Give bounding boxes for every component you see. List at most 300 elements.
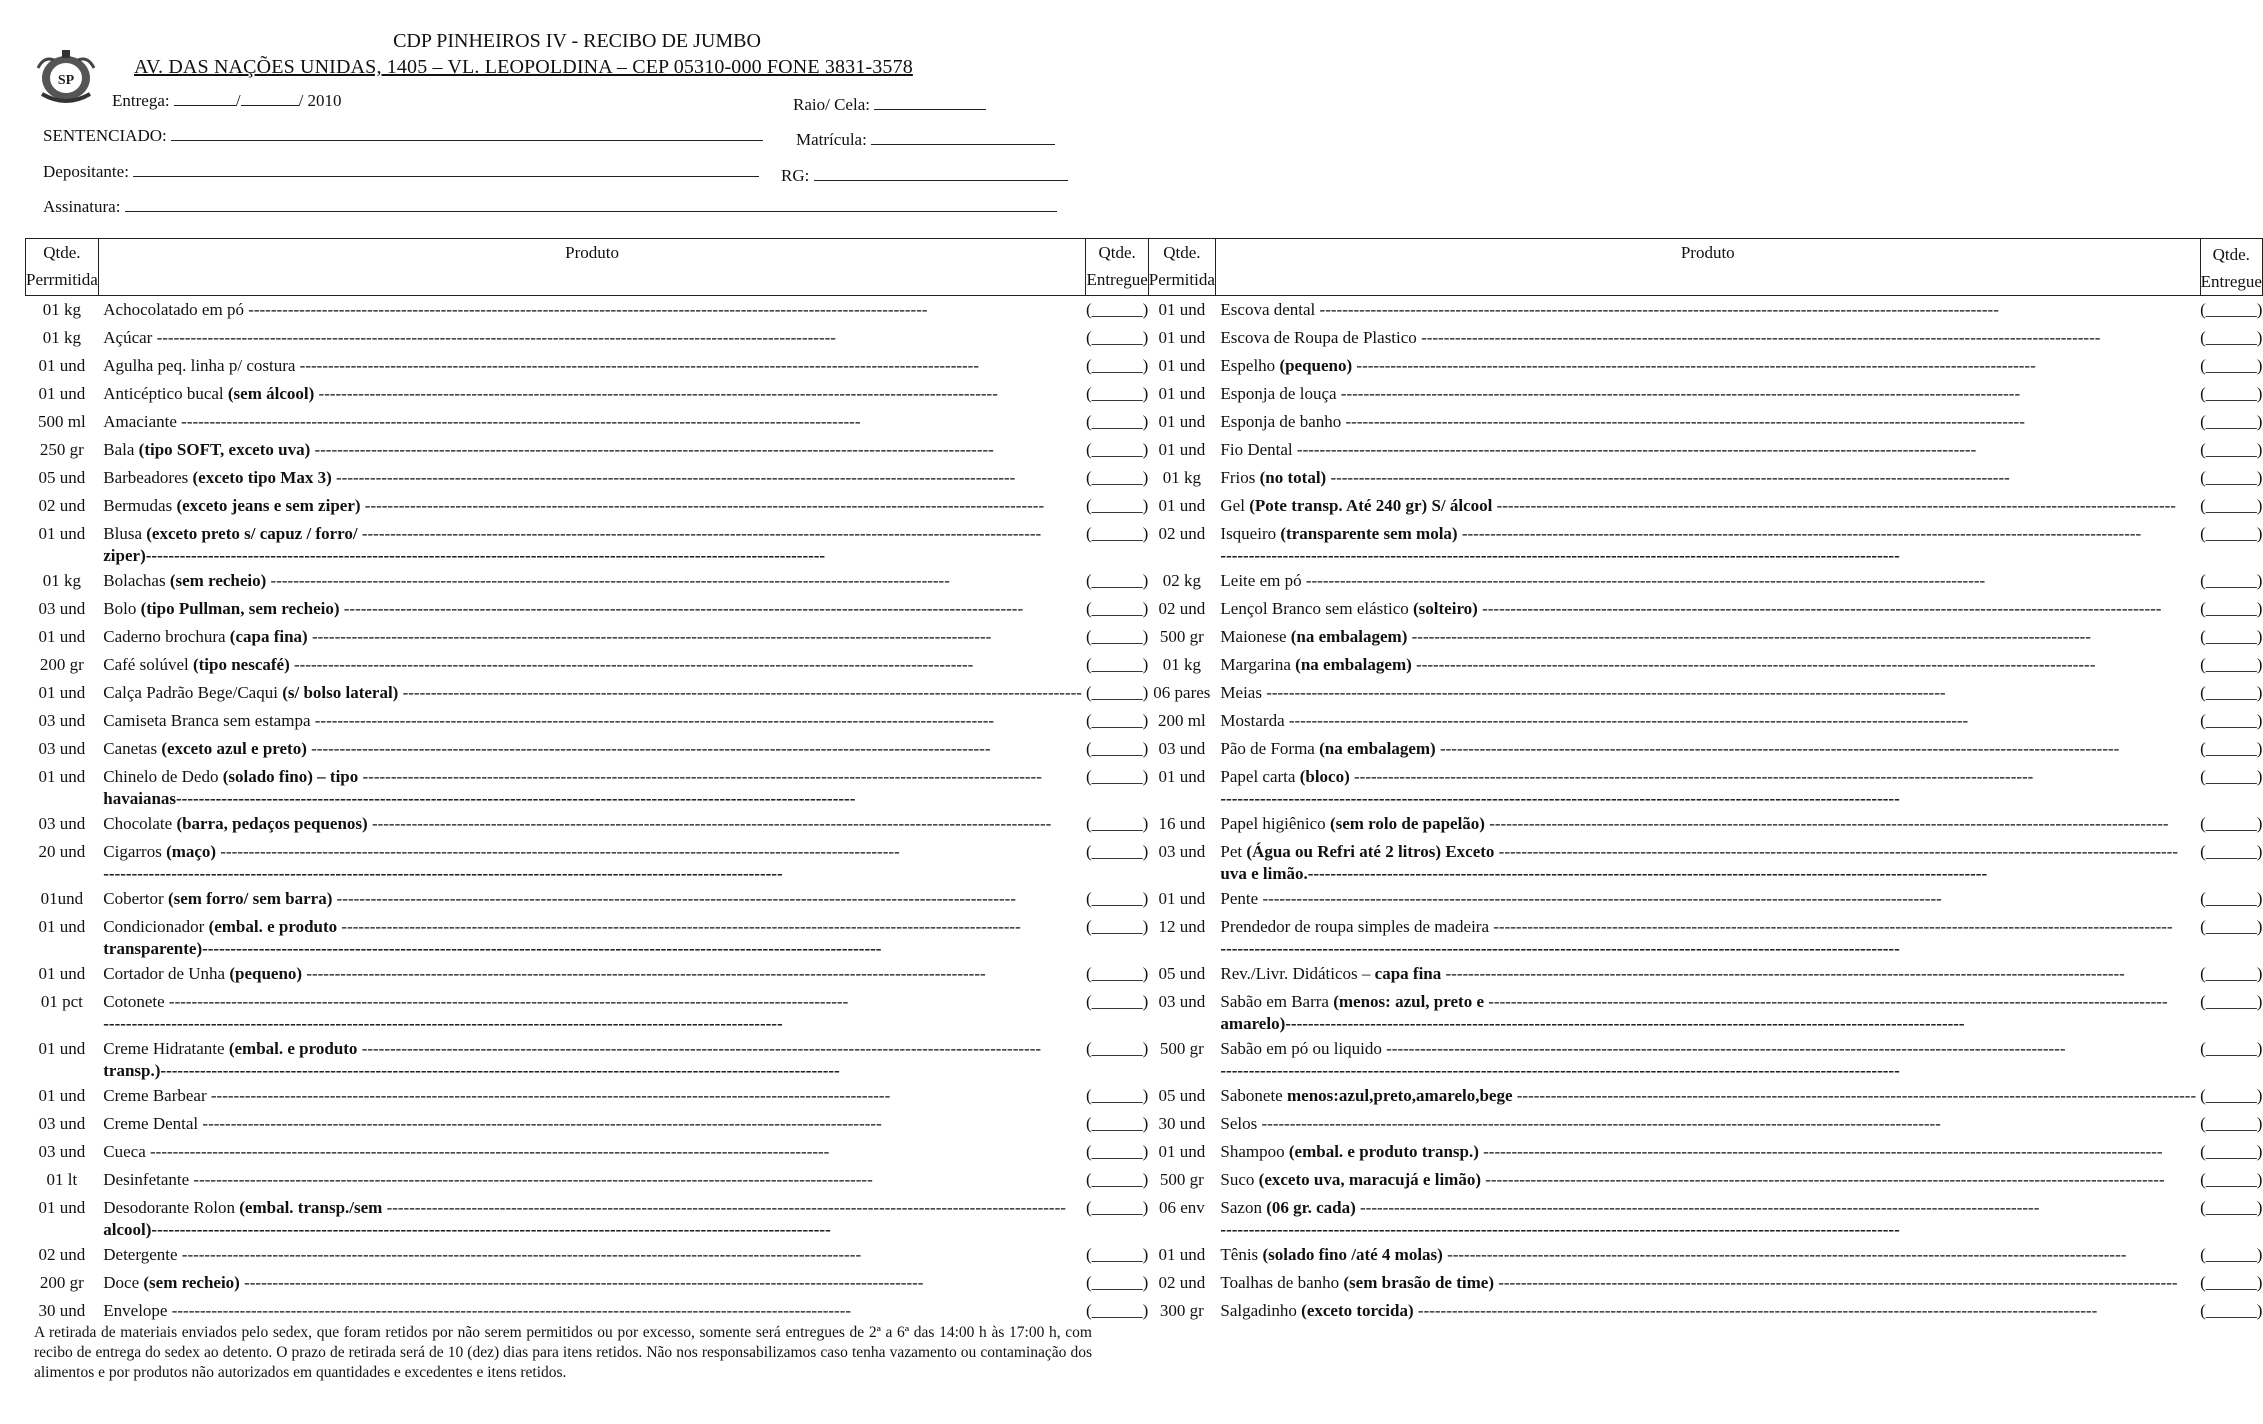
right-product-name: Esponja de banho	[1220, 411, 1342, 431]
right-qtde-permitida: 01 und	[1158, 766, 1206, 786]
left-qtde-permitida: 02 und	[38, 495, 86, 515]
right-qtde-entregue-blank[interactable]: (______)	[2200, 710, 2263, 730]
left-product-cell	[98, 1110, 1086, 1138]
left-product-cell	[98, 960, 1086, 988]
sentenciado-label: SENTENCIADO:	[43, 126, 167, 145]
left-qtde-entregue-blank[interactable]: (______)	[1085, 841, 1149, 861]
left-product-name: Cueca	[103, 1141, 146, 1161]
left-product-cell	[98, 436, 1086, 464]
left-qtde-entregue-blank[interactable]: (______)	[1085, 300, 1149, 319]
right-qtde-permitida: 03 und	[1158, 738, 1206, 758]
left-product-restriction: (sem recheio)	[169, 570, 267, 590]
left-product-cell	[98, 296, 1086, 324]
left-qtde-entregue-blank[interactable]: (______)	[1085, 963, 1149, 983]
right-qtde-permitida: 01 kg	[1162, 654, 1201, 674]
right-qtde-permitida: 16 und	[1158, 813, 1206, 833]
left-product-name: Caderno brochura	[103, 626, 226, 646]
left-product-cell	[98, 1082, 1086, 1110]
assinatura-label: Assinatura:	[43, 197, 121, 216]
left-product-restriction: (exceto tipo Max 3)	[192, 467, 332, 487]
right-product-continuation	[1220, 545, 2196, 567]
table-row	[26, 296, 2263, 324]
assinatura-line[interactable]	[125, 197, 1057, 212]
right-product-cell	[1215, 1166, 2200, 1194]
left-qtde-entregue-blank[interactable]: (______)	[1085, 888, 1149, 908]
left-qtde-entregue-blank[interactable]: (______)	[1085, 916, 1149, 936]
left-product-continuation	[103, 1013, 1082, 1035]
table-row	[26, 595, 2263, 623]
left-qtde-permitida: 01 lt	[46, 1169, 78, 1189]
entrega-year: / 2010	[298, 91, 342, 110]
right-qtde-entregue-blank[interactable]: (______)	[2200, 991, 2263, 1011]
rg-label: RG:	[781, 166, 810, 185]
right-product-continuation	[1220, 1219, 2196, 1241]
right-product-cell	[1215, 1082, 2200, 1110]
right-product-restriction: (Pote transp. Até 240 gr) S/ álcool	[1249, 495, 1493, 515]
right-qtde-entregue-blank[interactable]: (______)	[2200, 682, 2263, 702]
right-product-cell	[1215, 1241, 2200, 1269]
left-product-restriction: (s/ bolso lateral)	[282, 682, 399, 702]
left-product-restriction: (sem recheio)	[143, 1272, 240, 1292]
left-product-name: Cotonete	[103, 991, 165, 1011]
right-qtde-entregue-blank[interactable]: (______)	[2200, 383, 2263, 403]
table-row	[26, 352, 2263, 380]
entrega-label: Entrega:	[112, 91, 170, 110]
left-qtde-entregue-blank[interactable]: (______)	[1085, 1300, 1149, 1320]
right-qtde-permitida: 01 kg	[1162, 467, 1201, 487]
left-product-cell	[98, 885, 1086, 913]
left-product-cell	[98, 1035, 1086, 1082]
entrega-day-line[interactable]	[174, 91, 236, 106]
left-product-cell	[98, 408, 1086, 436]
raio-field[interactable]	[793, 95, 986, 115]
left-product-continuation: havaianas -----	[103, 788, 1082, 810]
left-product-name: Café solúvel	[103, 654, 189, 674]
right-qtde-entregue-blank[interactable]: (______)	[2200, 598, 2263, 618]
right-qtde-permitida: 01 und	[1158, 327, 1206, 347]
right-product-name: Sabonete	[1220, 1085, 1283, 1105]
right-product-name: Toalhas de banho	[1220, 1272, 1340, 1292]
left-qtde-permitida: 01 und	[38, 916, 86, 936]
left-product-restriction: (exceto jeans e sem ziper)	[176, 495, 361, 515]
table-row	[26, 520, 2263, 567]
right-qtde-permitida: 02 kg	[1162, 570, 1201, 590]
right-qtde-entregue-blank[interactable]: (______)	[2200, 1197, 2263, 1217]
table-row	[26, 408, 2263, 436]
rg-field[interactable]	[781, 166, 1068, 186]
right-qtde-permitida: 01 und	[1158, 439, 1206, 459]
left-product-cell	[98, 651, 1086, 679]
product-table	[25, 238, 2263, 1325]
left-product-cell	[98, 763, 1086, 810]
left-qtde-permitida: 500 ml	[38, 411, 86, 431]
left-qtde-entregue-blank[interactable]: (______)	[1085, 654, 1149, 674]
left-product-restriction: (exceto azul e preto)	[161, 738, 307, 758]
right-qtde-permitida: 300 gr	[1159, 1300, 1204, 1320]
header-qtde-permitida-right: Qtde. Permitida	[1148, 239, 1215, 296]
table-row	[26, 1138, 2263, 1166]
table-row	[26, 380, 2263, 408]
right-qtde-entregue-blank[interactable]: (______)	[2200, 1141, 2263, 1161]
right-product-name: Salgadinho	[1220, 1300, 1297, 1320]
left-product-restriction: (embal. transp./sem	[239, 1197, 383, 1217]
right-qtde-entregue-blank[interactable]: (______)	[2200, 1085, 2263, 1105]
right-product-cell	[1215, 763, 2200, 810]
right-product-restriction: (embal. e produto transp.)	[1288, 1141, 1479, 1161]
right-product-name: Sabão em Barra	[1220, 991, 1329, 1011]
right-product-name: Pente	[1220, 888, 1259, 908]
left-product-restriction: (maço)	[166, 841, 217, 861]
footer-notice: A retirada de materiais enviados pelo sedex, que foram retidos por não serem permitidos ou por excesso, somente será entregues de 2ª a 6ª das 14:00 h às 17:00 h, com recibo de entrega do sedex ao detento. O prazo de retirada será de 10 (dez) dias para itens retidos. Não nos responsabilizamos caso tenha vazamento ou contaminação dos alimentos e por produtos não autorizados em quantidades e excedentes e itens retidos.	[34, 1324, 1092, 1381]
right-qtde-entregue-blank[interactable]: (______)	[2200, 300, 2263, 319]
right-qtde-entregue-blank[interactable]: (______)	[2200, 916, 2263, 936]
right-product-cell	[1215, 679, 2200, 707]
left-qtde-entregue-blank[interactable]: (______)	[1085, 523, 1149, 543]
right-qtde-permitida: 05 und	[1158, 1085, 1206, 1105]
right-product-name: Margarina	[1220, 654, 1291, 674]
left-product-name: Bala	[103, 439, 135, 459]
left-qtde-entregue-blank[interactable]: (______)	[1085, 813, 1149, 833]
left-product-name: Cigarros	[103, 841, 162, 861]
right-product-restriction: (transparente sem mola)	[1280, 523, 1458, 543]
raio-line[interactable]	[874, 95, 986, 110]
table-row	[26, 810, 2263, 838]
left-product-name: Chocolate	[103, 813, 173, 833]
left-qtde-entregue-blank[interactable]: (______)	[1085, 1038, 1149, 1058]
left-product-name: Cobertor	[103, 888, 164, 908]
table-row	[26, 679, 2263, 707]
right-product-cell	[1215, 838, 2200, 885]
left-product-continuation	[103, 863, 1082, 885]
right-qtde-entregue-blank[interactable]: (______)	[2200, 523, 2263, 543]
left-qtde-entregue-blank[interactable]: (______)	[1085, 598, 1149, 618]
right-qtde-entregue-blank[interactable]: (______)	[2200, 813, 2263, 833]
header-qtde-permitida: Qtde. Perrmitida	[26, 239, 99, 296]
right-product-name: Mostarda	[1220, 710, 1285, 730]
right-qtde-entregue-blank[interactable]: (______)	[2200, 1244, 2263, 1264]
table-row	[26, 1241, 2263, 1269]
entrega-month-line[interactable]	[241, 91, 299, 106]
left-product-restriction: (exceto preto s/ capuz / forro/	[146, 523, 358, 543]
left-product-name: Amaciante	[103, 411, 177, 431]
table-row	[26, 1110, 2263, 1138]
right-product-name: Suco	[1220, 1169, 1255, 1189]
entrega-sep: /	[235, 91, 241, 110]
left-qtde-permitida: 01und	[40, 888, 84, 908]
right-qtde-entregue-blank[interactable]: (______)	[2200, 766, 2263, 786]
right-product-name: Tênis	[1220, 1244, 1259, 1264]
left-product-name: Calça Padrão Bege/Caqui	[103, 682, 278, 702]
left-qtde-permitida: 03 und	[38, 598, 86, 618]
table-row	[26, 735, 2263, 763]
header-produto: Produto	[98, 239, 1086, 296]
right-product-name: Frios	[1220, 467, 1256, 487]
right-qtde-permitida: 02 und	[1158, 598, 1206, 618]
left-qtde-permitida: 01 und	[38, 766, 86, 786]
left-product-name: Desinfetante	[103, 1169, 190, 1189]
left-product-cell	[98, 1241, 1086, 1269]
right-product-restriction: (sem brasão de time)	[1343, 1272, 1494, 1292]
right-qtde-entregue-blank[interactable]: (______)	[2200, 327, 2263, 347]
left-qtde-permitida: 200 gr	[39, 654, 84, 674]
right-product-name: Prendedor de roupa simples de madeira	[1220, 916, 1490, 936]
left-qtde-entregue-blank[interactable]: (______)	[1085, 383, 1149, 403]
right-product-name: Fio Dental	[1220, 439, 1293, 459]
left-qtde-permitida: 03 und	[38, 710, 86, 730]
table-row	[26, 623, 2263, 651]
right-product-cell	[1215, 296, 2200, 324]
right-product-continuation: amarelo) -----	[1220, 1013, 2196, 1035]
left-qtde-permitida: 01 und	[38, 682, 86, 702]
right-product-name: Pet	[1220, 841, 1243, 861]
right-qtde-entregue-blank[interactable]: (______)	[2200, 467, 2263, 487]
right-product-name: Meias	[1220, 682, 1262, 702]
right-product-restriction: (na embalagem)	[1290, 626, 1408, 646]
left-qtde-permitida: 01 und	[38, 1197, 86, 1217]
left-product-cell	[98, 567, 1086, 595]
right-qtde-permitida: 02 und	[1158, 523, 1206, 543]
table-row	[26, 1194, 2263, 1241]
right-qtde-entregue-blank[interactable]: (______)	[2200, 495, 2263, 515]
left-product-restriction: (tipo Pullman, sem recheio)	[140, 598, 340, 618]
left-qtde-entregue-blank[interactable]: (______)	[1085, 1085, 1149, 1105]
left-product-cell	[98, 1269, 1086, 1297]
right-qtde-entregue-blank[interactable]: (______)	[2200, 1038, 2263, 1058]
right-product-cell	[1215, 520, 2200, 567]
table-row	[26, 1269, 2263, 1297]
left-qtde-entregue-blank[interactable]: (______)	[1085, 766, 1149, 786]
right-qtde-permitida: 01 und	[1158, 1141, 1206, 1161]
header-produto-right: Produto	[1215, 239, 2200, 296]
sentenciado-field[interactable]	[43, 126, 763, 146]
left-product-cell	[98, 913, 1086, 960]
right-product-cell	[1215, 623, 2200, 651]
left-product-restriction: (sem álcool)	[227, 383, 315, 403]
left-qtde-entregue-blank[interactable]: (______)	[1085, 411, 1149, 431]
left-product-cell	[98, 1194, 1086, 1241]
right-qtde-permitida: 01 und	[1158, 888, 1206, 908]
left-qtde-entregue-blank[interactable]: (______)	[1085, 738, 1149, 758]
right-product-cell	[1215, 1110, 2200, 1138]
right-product-name: Escova de Roupa de Plastico	[1220, 327, 1417, 347]
right-product-name: Escova dental	[1220, 300, 1316, 319]
right-product-restriction: (06 gr. cada)	[1266, 1197, 1356, 1217]
right-product-cell	[1215, 810, 2200, 838]
right-product-name: Lençol Branco sem elástico	[1220, 598, 1409, 618]
right-product-name: Pão de Forma	[1220, 738, 1315, 758]
right-product-cell	[1215, 1297, 2200, 1325]
left-qtde-permitida: 01 und	[38, 1085, 86, 1105]
right-product-name: Sazon	[1220, 1197, 1262, 1217]
left-product-cell	[98, 324, 1086, 352]
header-qtde-entregue: Qtde. Entregue	[1086, 239, 1148, 296]
left-qtde-entregue-blank[interactable]: (______)	[1085, 991, 1149, 1011]
table-row	[26, 1166, 2263, 1194]
left-product-name: Envelope	[103, 1300, 168, 1320]
right-qtde-entregue-blank[interactable]: (______)	[2200, 1300, 2263, 1320]
left-product-name: Detergente	[103, 1244, 178, 1264]
table-row	[26, 707, 2263, 735]
left-product-name: Bermudas	[103, 495, 173, 515]
table-row	[26, 464, 2263, 492]
left-qtde-entregue-blank[interactable]: (______)	[1085, 1272, 1149, 1292]
left-product-restriction: (barra, pedaços pequenos)	[176, 813, 368, 833]
right-qtde-permitida: 500 gr	[1159, 1169, 1204, 1189]
left-product-name: Achocolatado em pó	[103, 300, 244, 319]
right-product-restriction: (na embalagem)	[1295, 654, 1412, 674]
right-qtde-permitida: 12 und	[1158, 916, 1206, 936]
left-qtde-entregue-blank[interactable]: (______)	[1085, 1113, 1149, 1133]
right-product-cell	[1215, 1138, 2200, 1166]
table-header-row	[26, 239, 2263, 296]
right-product-name: Sabão em pó ou liquido	[1220, 1038, 1382, 1058]
right-qtde-permitida: 06 pares	[1153, 682, 1211, 702]
seal-text: SP	[57, 73, 75, 88]
matricula-field[interactable]	[796, 130, 1055, 150]
left-product-cell	[98, 679, 1086, 707]
right-product-name: Papel carta	[1220, 766, 1296, 786]
right-product-cell	[1215, 1194, 2200, 1241]
table-row	[26, 1035, 2263, 1082]
right-product-cell	[1215, 651, 2200, 679]
left-product-name: Creme Dental	[103, 1113, 199, 1133]
table-row	[26, 838, 2263, 885]
right-qtde-entregue-blank[interactable]: (______)	[2200, 570, 2263, 590]
table-row	[26, 960, 2263, 988]
left-product-name: Doce	[103, 1272, 140, 1292]
entrega-field[interactable]	[112, 91, 342, 111]
right-qtde-permitida: 05 und	[1158, 963, 1206, 983]
right-product-cell	[1215, 707, 2200, 735]
right-product-cell	[1215, 1269, 2200, 1297]
right-qtde-entregue-blank[interactable]: (______)	[2200, 738, 2263, 758]
right-product-name: Leite em pó	[1220, 570, 1302, 590]
left-qtde-permitida: 01 und	[38, 626, 86, 646]
table-row	[26, 567, 2263, 595]
right-qtde-entregue-blank[interactable]: (______)	[2200, 439, 2263, 459]
left-qtde-entregue-blank[interactable]: (______)	[1085, 495, 1149, 515]
right-qtde-entregue-blank[interactable]: (______)	[2200, 355, 2263, 375]
table-row	[26, 651, 2263, 679]
right-qtde-permitida: 01 und	[1158, 355, 1206, 375]
left-qtde-entregue-blank[interactable]: (______)	[1085, 467, 1149, 487]
left-qtde-entregue-blank[interactable]: (______)	[1085, 570, 1149, 590]
right-product-restriction: (exceto torcida)	[1301, 1300, 1414, 1320]
right-qtde-entregue-blank[interactable]: (______)	[2200, 1169, 2263, 1189]
right-product-name: Rev./Livr. Didáticos –	[1220, 963, 1371, 983]
right-product-continuation	[1220, 938, 2196, 960]
left-qtde-permitida: 01 und	[38, 963, 86, 983]
left-qtde-permitida: 01 und	[38, 1038, 86, 1058]
left-qtde-entregue-blank[interactable]: (______)	[1085, 1244, 1149, 1264]
right-qtde-permitida: 01 und	[1158, 411, 1206, 431]
right-product-restriction: (menos: azul, preto e	[1333, 991, 1485, 1011]
left-qtde-entregue-blank[interactable]: (______)	[1085, 626, 1149, 646]
right-product-cell	[1215, 1035, 2200, 1082]
left-qtde-entregue-blank[interactable]: (______)	[1085, 1169, 1149, 1189]
right-product-restriction: (na embalagem)	[1319, 738, 1436, 758]
left-qtde-permitida: 01 pct	[40, 991, 83, 1011]
right-qtde-entregue-blank[interactable]: (______)	[2200, 1113, 2263, 1133]
right-qtde-permitida: 01 und	[1158, 495, 1206, 515]
left-product-cell	[98, 988, 1086, 1035]
left-qtde-permitida: 01 kg	[42, 570, 81, 590]
left-product-continuation: transp.) -----	[103, 1060, 1082, 1082]
left-product-cell	[98, 352, 1086, 380]
right-product-name: Isqueiro	[1220, 523, 1277, 543]
header-qtde-entregue-right: Qtde. Entregue	[2200, 239, 2262, 296]
right-product-name: Esponja de louça	[1220, 383, 1337, 403]
left-qtde-entregue-blank[interactable]: (______)	[1085, 682, 1149, 702]
right-qtde-entregue-blank[interactable]: (______)	[2200, 1272, 2263, 1292]
left-product-name: Creme Barbear	[103, 1085, 207, 1105]
sentenciado-line[interactable]	[171, 126, 763, 141]
left-qtde-entregue-blank[interactable]: (______)	[1085, 1141, 1149, 1161]
matricula-line[interactable]	[871, 130, 1055, 145]
left-product-cell	[98, 810, 1086, 838]
depositante-line[interactable]	[133, 162, 759, 177]
rg-line[interactable]	[814, 166, 1068, 181]
table-row	[26, 324, 2263, 352]
table-row	[26, 436, 2263, 464]
right-product-cell	[1215, 408, 2200, 436]
left-product-cell	[98, 595, 1086, 623]
left-product-restriction: (sem forro/ sem barra)	[167, 888, 333, 908]
table-row	[26, 492, 2263, 520]
right-qtde-entregue-blank[interactable]: (______)	[2200, 626, 2263, 646]
left-product-continuation: ziper) -----	[103, 545, 1082, 567]
right-qtde-entregue-blank[interactable]: (______)	[2200, 411, 2263, 431]
right-product-restriction: (bloco)	[1299, 766, 1350, 786]
right-qtde-entregue-blank[interactable]: (______)	[2200, 841, 2263, 861]
right-product-name: Selos	[1220, 1113, 1258, 1133]
left-product-cell	[98, 838, 1086, 885]
matricula-label: Matrícula:	[796, 130, 867, 149]
right-product-restriction: (Água ou Refri até 2 litros) Exceto	[1246, 841, 1495, 861]
right-qtde-entregue-blank[interactable]: (______)	[2200, 888, 2263, 908]
left-product-cell	[98, 707, 1086, 735]
right-product-cell	[1215, 324, 2200, 352]
left-qtde-entregue-blank[interactable]: (______)	[1085, 355, 1149, 375]
right-product-name: Shampoo	[1220, 1141, 1285, 1161]
right-qtde-permitida: 01 und	[1158, 300, 1206, 319]
left-qtde-entregue-blank[interactable]: (______)	[1085, 327, 1149, 347]
left-qtde-entregue-blank[interactable]: (______)	[1085, 1197, 1149, 1217]
left-product-restriction: (embal. e produto	[228, 1038, 358, 1058]
right-product-cell	[1215, 885, 2200, 913]
right-qtde-entregue-blank[interactable]: (______)	[2200, 654, 2263, 674]
right-product-cell	[1215, 352, 2200, 380]
table-row	[26, 1082, 2263, 1110]
left-qtde-entregue-blank[interactable]: (______)	[1085, 710, 1149, 730]
assinatura-field[interactable]	[43, 197, 1057, 217]
left-qtde-entregue-blank[interactable]: (______)	[1085, 439, 1149, 459]
right-qtde-permitida: 06 env	[1158, 1197, 1205, 1217]
right-product-restriction: (no total)	[1259, 467, 1327, 487]
right-qtde-permitida: 30 und	[1158, 1113, 1206, 1133]
left-qtde-permitida: 02 und	[38, 1244, 86, 1264]
left-qtde-permitida: 30 und	[38, 1300, 86, 1320]
right-product-name: Maionese	[1220, 626, 1287, 646]
right-qtde-entregue-blank[interactable]: (______)	[2200, 963, 2263, 983]
table-row	[26, 1297, 2263, 1325]
depositante-field[interactable]	[43, 162, 759, 182]
left-product-cell	[98, 735, 1086, 763]
left-product-restriction: (embal. e produto	[208, 916, 338, 936]
right-product-restriction: (sem rolo de papelão)	[1329, 813, 1485, 833]
table-row	[26, 763, 2263, 810]
right-product-cell	[1215, 595, 2200, 623]
